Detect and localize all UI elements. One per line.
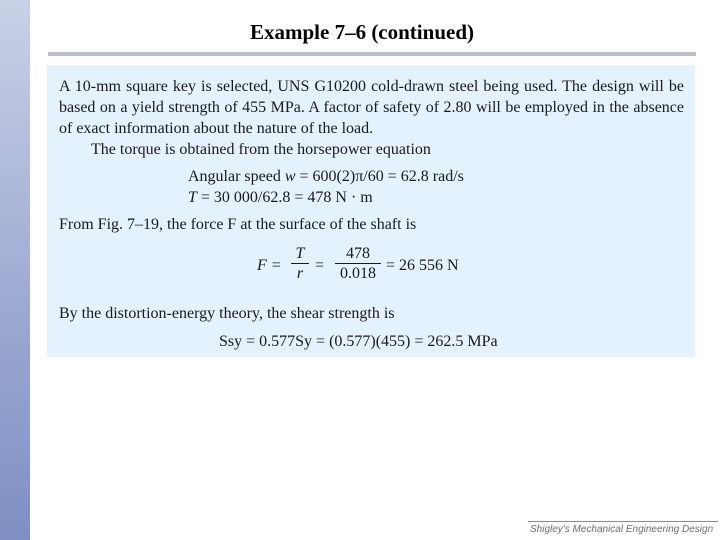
fraction-r-denominator: r bbox=[296, 265, 304, 282]
fraction-0018-denominator: 0.018 bbox=[340, 265, 376, 282]
force-intro-text: From Fig. 7–19, the force F at the surface of the shaft is bbox=[59, 216, 417, 233]
torque-value: = 30 000/62.8 = 478 N · m bbox=[200, 189, 373, 206]
shear-strength-equation: Ssy = 0.577Sy = (0.577)(455) = 262.5 MPa bbox=[219, 333, 498, 350]
force-result: = 26 556 N bbox=[386, 257, 459, 274]
left-accent-bar bbox=[0, 0, 30, 540]
angular-speed-label: Angular speed bbox=[188, 168, 281, 185]
torque-intro-text: The torque is obtained from the horsepower equation bbox=[91, 141, 431, 158]
footer-credit: Shigley's Mechanical Engineering Design bbox=[530, 524, 714, 535]
angular-speed-equation bbox=[188, 168, 464, 186]
fraction-478-numerator: 478 bbox=[346, 245, 370, 262]
footer-rule bbox=[528, 521, 718, 522]
shear-intro-text: By the distortion-energy theory, the shear strength is bbox=[59, 305, 395, 322]
content-panel bbox=[47, 65, 695, 357]
torque-equation bbox=[188, 189, 373, 207]
force-lhs: F = bbox=[257, 257, 282, 274]
fraction-478-over-0018 bbox=[335, 245, 381, 284]
title-underline bbox=[48, 52, 696, 56]
slide-title: Example 7–6 (continued) bbox=[249, 20, 474, 44]
fraction-t-over-r bbox=[291, 245, 309, 284]
intro-paragraph: A 10-mm square key is selected, UNS G10200 cold-drawn steel being used. The design will be based on a yield strength of 455 MPa. A factor of safety of 2.80 will be employed in the absence of exact information about the nature of the load. bbox=[59, 78, 684, 137]
fraction-t-numerator: T bbox=[295, 245, 305, 262]
angular-speed-value: = 600(2)π/60 = 62.8 rad/s bbox=[299, 168, 464, 185]
torque-variable: T bbox=[188, 189, 197, 206]
angular-speed-variable: w bbox=[284, 168, 296, 185]
equals-sign: = bbox=[315, 257, 325, 274]
